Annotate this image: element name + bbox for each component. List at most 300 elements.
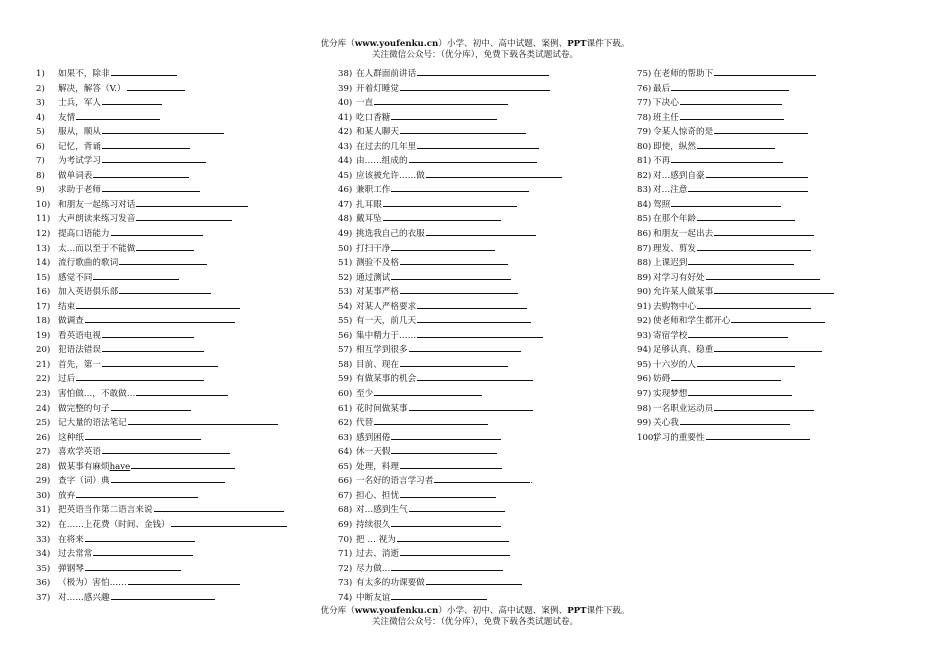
question-number: 57) [338,345,353,356]
question-item [637,371,834,386]
question-item [36,124,287,139]
question-item [36,168,287,183]
question-number: 69) [338,519,353,530]
answer-blank[interactable] [85,532,195,542]
answer-blank[interactable] [76,110,160,120]
answer-blank[interactable] [136,386,228,396]
question-text: 对…感到生气 [356,505,408,516]
answer-blank[interactable] [400,81,550,91]
answer-blank[interactable] [409,342,521,352]
footer-line-1 [0,606,950,617]
question-item [637,197,834,212]
question-text: 过后 [58,374,76,385]
answer-blank[interactable] [136,241,194,251]
answer-blank[interactable] [102,124,224,134]
answer-blank[interactable] [426,575,522,585]
answer-blank[interactable] [383,197,517,207]
answer-blank[interactable] [119,284,211,294]
answer-blank[interactable] [93,546,193,556]
question-number: 42) [338,127,353,138]
question-text: 至少 [356,389,374,400]
question-number: 45) [338,170,353,181]
question-number: 72) [338,563,353,574]
header-suffix: 课件下载。 [586,39,630,49]
question-item [338,197,562,212]
answer-blank[interactable] [671,371,781,381]
question-text: 在将来 [58,534,84,545]
question-item [637,226,834,241]
answer-blank[interactable] [680,95,782,105]
question-number: 55) [338,316,353,327]
question-text: 吃口香糖 [356,112,391,123]
question-item [36,110,287,125]
question-text: 有一天，前几天 [356,316,417,327]
question-text: 扎耳眼 [356,199,382,210]
question-item [338,459,562,474]
question-number: 76) [637,83,652,94]
question-item [338,139,562,154]
question-text: 喜欢学英语 [58,447,101,458]
question-text: 服从，顺从 [58,127,101,138]
question-number: 46) [338,185,353,196]
question-item [637,342,834,357]
question-number: 31) [36,505,51,516]
answer-blank[interactable] [706,430,810,440]
question-text: 过去常常 [58,549,93,560]
answer-blank[interactable] [85,430,201,440]
answer-blank[interactable] [102,444,230,454]
question-number: 70) [338,534,353,545]
question-text: 兼职工作 [356,185,391,196]
answer-blank[interactable] [409,401,533,411]
question-item [637,401,834,416]
question-text: 求助于老师 [58,185,101,196]
question-text: 不再 [653,156,671,167]
answer-blank[interactable] [714,401,814,411]
question-item [36,66,287,81]
question-text: 把英语当作第二语言来说 [58,505,153,516]
question-text: 做单词表 [58,170,93,181]
question-text: 通过测试 [356,272,391,283]
answer-blank[interactable] [383,211,501,221]
question-text: 有太多的功课要做 [356,578,425,589]
question-text: 对…注意 [653,185,688,196]
answer-blank[interactable] [688,182,808,192]
question-number: 21) [36,359,51,370]
answer-blank[interactable] [76,371,204,381]
answer-blank[interactable] [85,313,235,323]
question-number: 37) [36,592,51,603]
question-number: 65) [338,461,353,472]
question-text: 加入英语俱乐部 [58,287,119,298]
question-text: 戴耳坠 [356,214,382,225]
question-number: 44) [338,156,353,167]
question-number: 92) [637,316,652,327]
header-line-2: 关注微信公众号：（优分库），免费下载各类试题试卷。 [371,50,579,60]
question-text: 对某事严格 [356,287,399,298]
answer-blank[interactable] [706,270,820,280]
question-number: 49) [338,229,353,240]
answer-blank[interactable] [111,473,225,483]
answer-blank[interactable] [397,532,509,542]
question-item [338,241,562,256]
question-text: 足够认真、稳重 [653,345,714,356]
question-text: 测验不及格 [356,258,399,269]
answer-blank[interactable] [671,81,789,91]
answer-blank[interactable] [714,66,816,76]
question-text: 记大量的语法笔记 [58,418,127,429]
question-item [36,386,287,401]
question-number: 77) [637,98,652,109]
question-number: 9) [36,185,45,196]
answer-blank[interactable] [128,575,240,585]
answer-blank[interactable] [111,401,191,411]
answer-blank[interactable] [128,415,278,425]
question-number: 20) [36,345,51,356]
question-item [637,357,834,372]
question-item [637,284,834,299]
question-item [338,575,562,590]
question-number: 48) [338,214,353,225]
answer-blank[interactable] [714,284,834,294]
answer-blank[interactable] [102,328,194,338]
question-text: 上课迟到 [653,258,688,269]
question-text: 提高口语能力 [58,229,110,240]
question-text: 寄宿学校 [653,330,688,341]
answer-blank[interactable] [102,139,190,149]
question-item [338,371,562,386]
question-text: 持续很久 [356,519,391,530]
question-text: 做调查 [58,316,84,327]
question-number: 87) [637,243,652,254]
question-text: 在过去的几年里 [356,141,417,152]
answer-blank[interactable] [111,226,203,236]
question-item [338,430,562,445]
question-item [637,182,834,197]
question-item [338,561,562,576]
question-number: 83) [637,185,652,196]
question-text: 最后 [653,83,671,94]
answer-blank[interactable] [111,66,177,76]
question-item [36,444,287,459]
answer-blank[interactable] [102,342,204,352]
answer-blank[interactable] [102,95,162,105]
answer-blank[interactable] [93,270,179,280]
answer-blank[interactable] [417,371,533,381]
answer-blank[interactable] [409,502,505,512]
question-number: 26) [36,432,51,443]
answer-blank[interactable] [76,299,240,309]
question-text: 处理，料理 [356,461,399,472]
answer-blank[interactable] [154,502,284,512]
answer-blank[interactable] [417,66,549,76]
question-item [36,415,287,430]
question-number: 30) [36,490,51,501]
question-number: 89) [637,272,652,283]
question-number: 88) [637,258,652,269]
question-number: 12) [36,229,51,240]
answer-blank[interactable] [127,81,185,91]
question-number: 64) [338,447,353,458]
answer-blank[interactable] [102,153,206,163]
question-number: 59) [338,374,353,385]
question-number: 54) [338,301,353,312]
footer-suffix: 课件下载。 [586,606,630,616]
answer-blank[interactable] [374,386,482,396]
answer-blank[interactable] [400,357,508,367]
question-text: 尽力做… [356,563,391,574]
answer-blank[interactable] [671,197,781,207]
question-number: 73) [338,578,353,589]
question-item [36,299,287,314]
answer-blank[interactable] [85,561,181,571]
answer-blank[interactable] [688,386,792,396]
question-item [36,575,287,590]
question-item [36,313,287,328]
answer-blank[interactable] [391,590,487,600]
question-item [637,66,834,81]
question-text: 开着灯睡觉 [356,83,399,94]
question-item [637,153,834,168]
question-item [338,517,562,532]
question-text: 结束 [58,301,76,312]
answer-blank[interactable] [400,546,510,556]
question-number: 47) [338,199,353,210]
answer-blank[interactable] [426,168,562,178]
question-number: 56) [338,330,353,341]
question-item [637,211,834,226]
question-item [637,241,834,256]
answer-blank[interactable] [680,415,790,425]
question-number: 74) [338,592,353,603]
question-number: 52) [338,272,353,283]
answer-blank[interactable] [391,182,529,192]
answer-blank[interactable] [391,110,497,120]
question-item [36,342,287,357]
question-number: 84) [637,199,652,210]
answer-blank[interactable] [171,517,287,527]
answer-blank[interactable] [136,211,232,221]
question-number: 28) [36,461,51,472]
answer-blank[interactable] [400,284,518,294]
question-text: （极为）害怕…… [58,578,127,589]
question-number: 100) [637,432,657,443]
question-number: 60) [338,389,353,400]
answer-blank[interactable] [417,313,531,323]
question-text: 对…感到自豪 [653,170,705,181]
answer-blank[interactable] [697,139,775,149]
answer-blank[interactable] [706,168,808,178]
question-number: 29) [36,476,51,487]
answer-blank[interactable] [417,139,539,149]
answer-blank[interactable] [111,590,215,600]
question-number: 86) [637,229,652,240]
answer-blank[interactable] [417,299,527,309]
question-text: 把 … 视为 [356,534,396,545]
answer-blank[interactable] [391,430,501,440]
question-number: 98) [637,403,652,414]
question-number: 80) [637,141,652,152]
question-text: 在那个年龄 [653,214,696,225]
header-line-1 [0,39,950,50]
question-item [637,328,834,343]
question-text: 犯语法错误 [58,345,101,356]
answer-blank[interactable] [697,211,795,221]
answer-blank[interactable] [391,561,503,571]
question-number: 17) [36,301,51,312]
question-text: 和某人聊天 [356,127,399,138]
question-item [36,270,287,285]
question-item [637,415,834,430]
question-item [637,430,834,445]
answer-blank[interactable] [697,299,811,309]
answer-blank[interactable] [714,342,822,352]
answer-blank[interactable] [374,95,508,105]
question-number: 50) [338,243,353,254]
question-number: 79) [637,127,652,138]
answer-blank[interactable] [680,110,784,120]
question-number: 10) [36,199,51,210]
answer-blank[interactable] [93,168,189,178]
answer-blank[interactable] [400,255,508,265]
question-number: 40) [338,98,353,109]
answer-blank[interactable] [434,473,530,483]
question-number: 39) [338,83,353,94]
question-number: 23) [36,389,51,400]
answer-blank[interactable] [119,255,207,265]
question-item [36,459,287,474]
answer-blank[interactable] [391,241,495,251]
question-text: 理发、剪发 [653,243,696,254]
question-number: 85) [637,214,652,225]
question-number: 90) [637,287,652,298]
question-text: 花时间做某事 [356,403,408,414]
question-text: 集中精力于…… [356,330,417,341]
question-text: 记忆，背诵 [58,141,101,152]
answer-blank[interactable] [136,197,248,207]
answer-blank[interactable] [391,444,497,454]
question-text: 对学习有好处 [653,272,705,283]
question-number: 62) [338,418,353,429]
question-item [338,168,562,183]
question-item [338,473,562,488]
question-item [338,226,562,241]
question-number: 97) [637,389,652,400]
question-text: 感觉不同 [58,272,93,283]
question-item [637,313,834,328]
question-text: 感到困倦 [356,432,391,443]
question-item [338,386,562,401]
answer-blank[interactable] [417,328,543,338]
answer-blank[interactable] [131,459,235,469]
question-text: 流行歌曲的歌词 [58,258,119,269]
question-item [338,299,562,314]
question-item [36,401,287,416]
page-header [0,39,950,61]
question-item [338,110,562,125]
answer-blank[interactable] [688,255,794,265]
question-item [338,270,562,285]
question-text: 一名职业运动员 [653,403,714,414]
footer-ppt: PPT [567,606,587,616]
question-number: 33) [36,534,51,545]
question-text: 班主任 [653,112,679,123]
question-item [338,95,562,110]
answer-blank[interactable] [671,153,783,163]
trailing-period: . [530,476,534,487]
question-item [338,532,562,547]
answer-blank[interactable] [688,328,788,338]
question-item [36,517,287,532]
answer-blank[interactable] [714,124,808,134]
answer-blank[interactable] [697,241,811,251]
question-item [36,211,287,226]
question-item [338,488,562,503]
question-item [637,81,834,96]
question-item [338,328,562,343]
answer-blank[interactable] [374,415,488,425]
answer-blank[interactable] [391,517,501,527]
question-number: 16) [36,287,51,298]
question-number: 63) [338,432,353,443]
question-item [36,139,287,154]
answer-blank[interactable] [400,488,496,498]
question-text: 士兵，军人 [58,98,101,109]
header-mid: ）小学、初中、高中试题、案例、 [438,39,568,49]
question-item [36,502,287,517]
question-number: 96) [637,374,652,385]
answer-blank[interactable] [76,488,198,498]
question-item [36,197,287,212]
question-text: 令某人惊奇的是 [653,127,714,138]
question-number: 82) [637,170,652,181]
answer-blank[interactable] [102,357,218,367]
question-text: 做完整的句子 [58,403,110,414]
question-number: 3) [36,98,45,109]
question-number: 61) [338,403,353,414]
answer-blank[interactable] [714,226,814,236]
question-text: 允许某人做某事 [653,287,714,298]
question-number: 8) [36,170,45,181]
question-number: 2) [36,83,45,94]
question-item [36,371,287,386]
answer-blank[interactable] [391,270,511,280]
question-text: 中断友谊 [356,592,391,603]
answer-blank[interactable] [400,124,526,134]
question-number: 41) [338,112,353,123]
answer-blank[interactable] [102,182,200,192]
question-item [36,241,287,256]
question-number: 36) [36,578,51,589]
question-number: 75) [637,69,652,79]
question-number: 71) [338,549,353,560]
question-number: 4) [36,112,45,123]
question-number: 22) [36,374,51,385]
question-text: 和朋友一起出去 [653,229,714,240]
answer-blank[interactable] [731,313,825,323]
question-number: 43) [338,141,353,152]
column-2 [338,66,562,604]
answer-blank[interactable] [400,459,502,469]
answer-blank[interactable] [697,357,795,367]
answer-blank[interactable] [426,226,536,236]
question-text: 一名好的语言学习者 [356,476,434,487]
question-number: 34) [36,549,51,560]
answer-blank[interactable] [409,153,537,163]
question-text: 弹钢琴 [58,563,84,574]
question-item [637,110,834,125]
question-number: 25) [36,418,51,429]
